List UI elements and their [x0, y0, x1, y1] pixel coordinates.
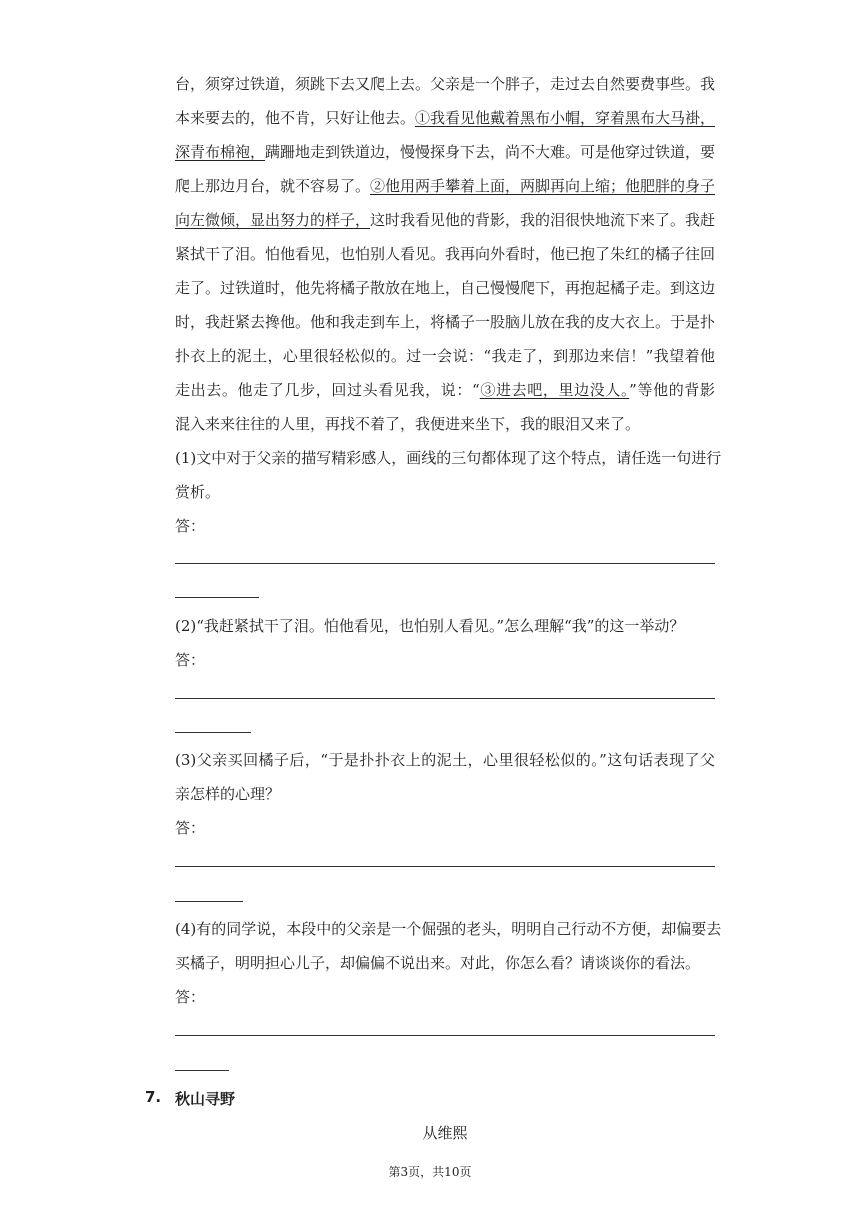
- passage-line-3: [175, 142, 715, 162]
- passage-text: ”等他的背影: [629, 381, 716, 399]
- passage-line-4: [175, 176, 715, 196]
- passage-line-6: 紧拭干了泪。怕他看见，也怕别人看见。我再向外看时，他已抱了朱红的橘子往回: [175, 245, 716, 263]
- passage-line-8: 时，我赶紧去搀他。他和我走到车上，将橘子一股脑儿放在我的皮大衣上。于是扑: [175, 313, 716, 331]
- passage-line-7: 走了。过铁道时，他先将橘子散放在地上，自己慢慢爬下，再抱起橘子走。到这边: [175, 279, 716, 297]
- question-3-cont: 亲怎样的心理？: [175, 785, 281, 803]
- answer-label-2: 答：: [175, 651, 206, 669]
- underlined-sentence-2-cont: 向左微倾，显出努力的样子，: [175, 211, 371, 229]
- passage-line-5: [175, 210, 715, 230]
- passage-text: 蹒跚地走到铁道边，慢慢探身下去，尚不大难。可是他穿过铁道，要: [265, 143, 716, 161]
- underlined-sentence-2: ②他用两手攀着上面，两脚再向上缩；他肥胖的身子: [370, 177, 716, 195]
- answer-line-4-end[interactable]: [175, 1070, 229, 1071]
- question-3: (3)父亲买回橘子后，“于是扑扑衣上的泥土，心里很轻松似的。”这句话表现了父: [175, 751, 715, 769]
- passage-text: 走出去。他走了几步，回过头看见我，说：“: [175, 381, 480, 399]
- question-number: 7.: [145, 1088, 162, 1106]
- passage-text: 这时我看见他的背影，我的泪很快地流下来了。我赶: [370, 211, 716, 229]
- passage-text: 本来要去的，他不肯，只好让他去。: [175, 109, 416, 127]
- passage-line-2: [175, 108, 715, 128]
- answer-line-2-end[interactable]: [175, 732, 251, 733]
- question-4: (4)有的同学说，本段中的父亲是一个倔强的老头，明明自己行动不方便，却偏要去: [175, 920, 722, 938]
- passage-line-11: 混入来来往往的人里，再找不着了，我便进来坐下，我的眼泪又来了。: [175, 415, 641, 433]
- answer-line-3-end[interactable]: [175, 901, 243, 902]
- answer-label-4: 答：: [175, 988, 206, 1006]
- page-footer: 第3页，共10页: [388, 1165, 472, 1179]
- answer-line-2[interactable]: [175, 698, 715, 699]
- question-title: 秋山寻野: [175, 1090, 236, 1108]
- passage-line-10: [175, 380, 715, 400]
- answer-line-1[interactable]: [175, 563, 715, 564]
- answer-label-3: 答：: [175, 819, 206, 837]
- question-1: (1)文中对于父亲的描写精彩感人，画线的三句都体现了这个特点，请任选一句进行: [175, 449, 722, 467]
- underlined-sentence-1-cont: 深青布棉袍，: [175, 143, 266, 161]
- question-1-cont: 赏析。: [175, 483, 221, 501]
- underlined-sentence-1: ①我看见他戴着黑布小帽，穿着黑布大马褂，: [415, 109, 716, 127]
- answer-line-3[interactable]: [175, 866, 715, 867]
- passage-line-9: 扑衣上的泥土，心里很轻松似的。过一会说：“我走了，到那边来信！”我望着他: [175, 347, 715, 365]
- answer-line-1-end[interactable]: [175, 597, 259, 598]
- question-4-cont: 买橘子，明明担心儿子，却偏偏不说出来。对此，你怎么看？请谈谈你的看法。: [175, 954, 701, 972]
- underlined-sentence-3: ③进去吧，里边没人。: [479, 381, 630, 399]
- passage-text: 爬上那边月台，就不容易了。: [175, 177, 371, 195]
- passage-line-1: 台，须穿过铁道，须跳下去又爬上去。父亲是一个胖子，走过去自然要费事些。我: [175, 75, 716, 93]
- question-2: (2)“我赶紧拭干了泪。怕他看见，也怕别人看见。”怎么理解“我”的这一举动？: [175, 617, 685, 635]
- answer-line-4[interactable]: [175, 1035, 715, 1036]
- answer-label-1: 答：: [175, 517, 206, 535]
- article-author: 从维熙: [422, 1124, 468, 1142]
